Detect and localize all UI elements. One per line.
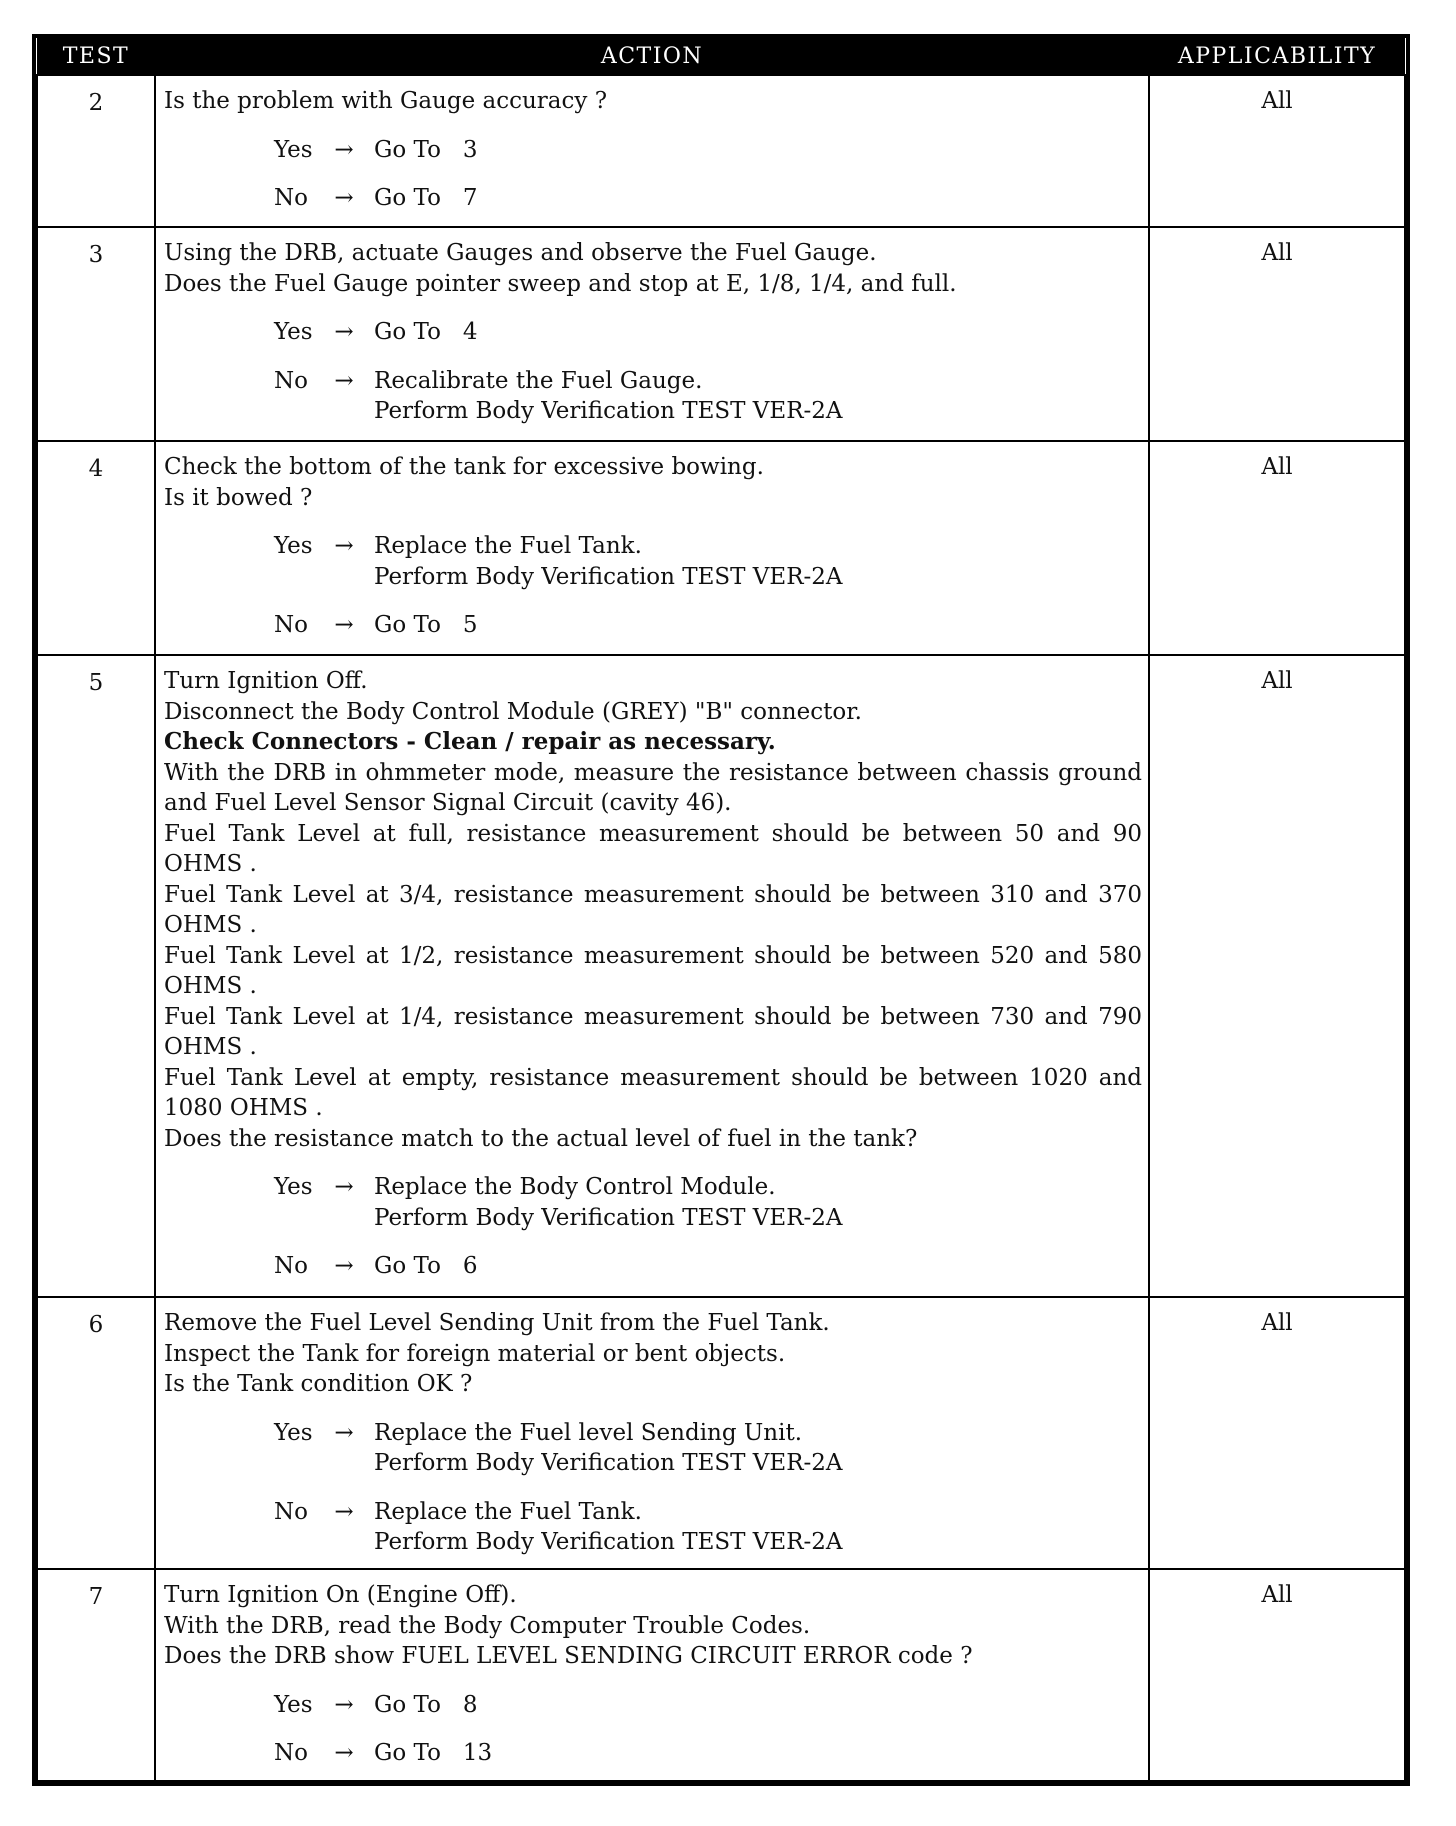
yes-label: Yes: [274, 1174, 313, 1200]
action-text: Turn Ignition On (Engine Off).: [164, 1582, 517, 1608]
yes-result: [374, 1172, 843, 1233]
no-result: [374, 610, 478, 641]
no-label: No: [274, 1498, 308, 1525]
action-text: Fuel Tank Level at 3/4, resistance measurement should be between 310 and 370 OHMS .: [164, 881, 1142, 938]
result-line: Perform Body Verification TEST VER-2A: [374, 1450, 843, 1476]
result-line: Replace the Fuel Tank.: [374, 1498, 642, 1525]
no-branch: [274, 183, 1142, 214]
result-line: Perform Body Verification TEST VER-2A: [374, 1529, 843, 1555]
action-text: Fuel Tank Level at empty, resistance measurement should be between 1020 and 1080 OHMS .: [164, 1064, 1142, 1121]
action-cell: [155, 441, 1149, 655]
applicability-value: All: [1149, 655, 1405, 1297]
applicability-value: All: [1149, 227, 1405, 441]
action-cell: [155, 227, 1149, 441]
no-result: [374, 366, 843, 427]
action-text: With the DRB in ohmmeter mode, measure the resistance between chassis ground and Fuel Level Sensor Signal Circuit (cavity 46).: [164, 759, 1142, 816]
header-row: [37, 38, 1405, 75]
header-action: ACTION: [155, 38, 1149, 75]
header-applicability: APPLICABILITY: [1149, 38, 1405, 75]
right-arrow-icon: →: [334, 1691, 354, 1718]
result-line: Replace the Body Control Module.: [374, 1174, 776, 1200]
yes-label: Yes: [274, 1691, 313, 1718]
no-result: [374, 1738, 492, 1769]
no-result: [374, 1497, 843, 1558]
yes-branch: [274, 1172, 1142, 1233]
right-arrow-icon: →: [334, 533, 354, 559]
table-row: [37, 75, 1405, 227]
right-arrow-icon: →: [334, 1740, 354, 1766]
action-cell: [155, 75, 1149, 227]
action-cell: [155, 655, 1149, 1297]
right-arrow-icon: →: [334, 367, 354, 394]
applicability-value: All: [1149, 1569, 1405, 1781]
result-line: Replace the Fuel level Sending Unit.: [374, 1419, 803, 1446]
right-arrow-icon: →: [334, 136, 354, 163]
table-row: [37, 441, 1405, 655]
no-branch: [274, 1497, 1142, 1558]
yes-label: Yes: [274, 1419, 313, 1446]
table-row: [37, 655, 1405, 1297]
no-branch: [274, 610, 1142, 641]
result-line: Perform Body Verification TEST VER-2A: [374, 398, 843, 424]
result-line: Go To 3: [374, 136, 478, 163]
header-test: TEST: [37, 38, 155, 75]
no-label: No: [274, 612, 308, 638]
yes-result: [374, 531, 843, 592]
applicability-value: All: [1149, 441, 1405, 655]
action-text: With the DRB, read the Body Computer Trouble Codes.: [164, 1612, 811, 1639]
action-text: Does the resistance match to the actual level of fuel in the tank?: [164, 1125, 918, 1152]
action-text: Fuel Tank Level at full, resistance measurement should be between 50 and 90 OHMS .: [164, 820, 1142, 877]
right-arrow-icon: →: [334, 1174, 354, 1200]
applicability-value: All: [1149, 1297, 1405, 1569]
result-line: Go To 5: [374, 612, 478, 638]
test-number: 5: [37, 655, 155, 1297]
table-row: [37, 1569, 1405, 1781]
result-line: Go To 13: [374, 1740, 493, 1766]
test-number: 6: [37, 1297, 155, 1569]
result-line: Recalibrate the Fuel Gauge.: [374, 367, 703, 394]
action-text: Fuel Tank Level at 1/4, resistance measurement should be between 730 and 790 OHMS .: [164, 1003, 1142, 1060]
right-arrow-icon: →: [334, 319, 354, 345]
yes-branch: [274, 317, 1142, 348]
result-line: Go To 8: [374, 1691, 478, 1718]
result-line: Go To 6: [374, 1253, 478, 1279]
no-result: [374, 183, 478, 214]
test-number: 3: [37, 227, 155, 441]
action-text: Remove the Fuel Level Sending Unit from the Fuel Tank.: [164, 1310, 830, 1336]
action-text: Inspect the Tank for foreign material or bent objects.: [164, 1340, 786, 1367]
no-branch: [274, 1251, 1142, 1282]
table-row: [37, 1297, 1405, 1569]
test-number: 2: [37, 75, 155, 227]
right-arrow-icon: →: [334, 1419, 354, 1446]
no-label: No: [274, 367, 308, 394]
action-text: Does the DRB show FUEL LEVEL SENDING CIRCUIT ERROR code ?: [164, 1643, 973, 1669]
action-text: Is the problem with Gauge accuracy ?: [164, 88, 608, 114]
no-label: No: [274, 1253, 308, 1279]
right-arrow-icon: →: [334, 1498, 354, 1525]
result-line: Replace the Fuel Tank.: [374, 533, 642, 559]
yes-result: [374, 1690, 478, 1721]
yes-result: [374, 317, 478, 348]
no-result: [374, 1251, 478, 1282]
action-text: Fuel Tank Level at 1/2, resistance measurement should be between 520 and 580 OHMS .: [164, 942, 1142, 999]
action-text: Turn Ignition Off.: [164, 668, 368, 694]
result-line: Go To 4: [374, 319, 478, 345]
test-number: 4: [37, 441, 155, 655]
diagnostic-table: [32, 34, 1410, 1786]
result-line: Perform Body Verification TEST VER-2A: [374, 563, 843, 590]
yes-label: Yes: [274, 533, 313, 559]
yes-result: [374, 1418, 843, 1479]
yes-label: Yes: [274, 319, 313, 345]
table-row: [37, 227, 1405, 441]
right-arrow-icon: →: [334, 1253, 354, 1279]
no-branch: [274, 1738, 1142, 1769]
yes-branch: [274, 1418, 1142, 1479]
action-text: Does the Fuel Gauge pointer sweep and stop at E, 1/8, 1/4, and full.: [164, 270, 957, 297]
action-text: Is it bowed ?: [164, 484, 313, 511]
yes-branch: [274, 1690, 1142, 1721]
yes-branch: [274, 531, 1142, 592]
result-line: Go To 7: [374, 185, 478, 211]
no-label: No: [274, 185, 308, 211]
result-line: Perform Body Verification TEST VER-2A: [374, 1204, 843, 1231]
yes-result: [374, 135, 478, 166]
action-text: Disconnect the Body Control Module (GREY) "B" connector.: [164, 698, 862, 725]
right-arrow-icon: →: [334, 612, 354, 638]
no-branch: [274, 366, 1142, 427]
action-cell: [155, 1297, 1149, 1569]
action-text: Using the DRB, actuate Gauges and observe the Fuel Gauge.: [164, 240, 877, 266]
applicability-value: All: [1149, 75, 1405, 227]
yes-branch: [274, 135, 1142, 166]
no-label: No: [274, 1740, 308, 1766]
yes-label: Yes: [274, 136, 313, 163]
action-text: Check the bottom of the tank for excessive bowing.: [164, 454, 764, 480]
action-text: Check Connectors - Clean / repair as necessary.: [164, 728, 776, 755]
right-arrow-icon: →: [334, 185, 354, 211]
action-text: Is the Tank condition OK ?: [164, 1371, 473, 1397]
action-cell: [155, 1569, 1149, 1781]
test-number: 7: [37, 1569, 155, 1781]
